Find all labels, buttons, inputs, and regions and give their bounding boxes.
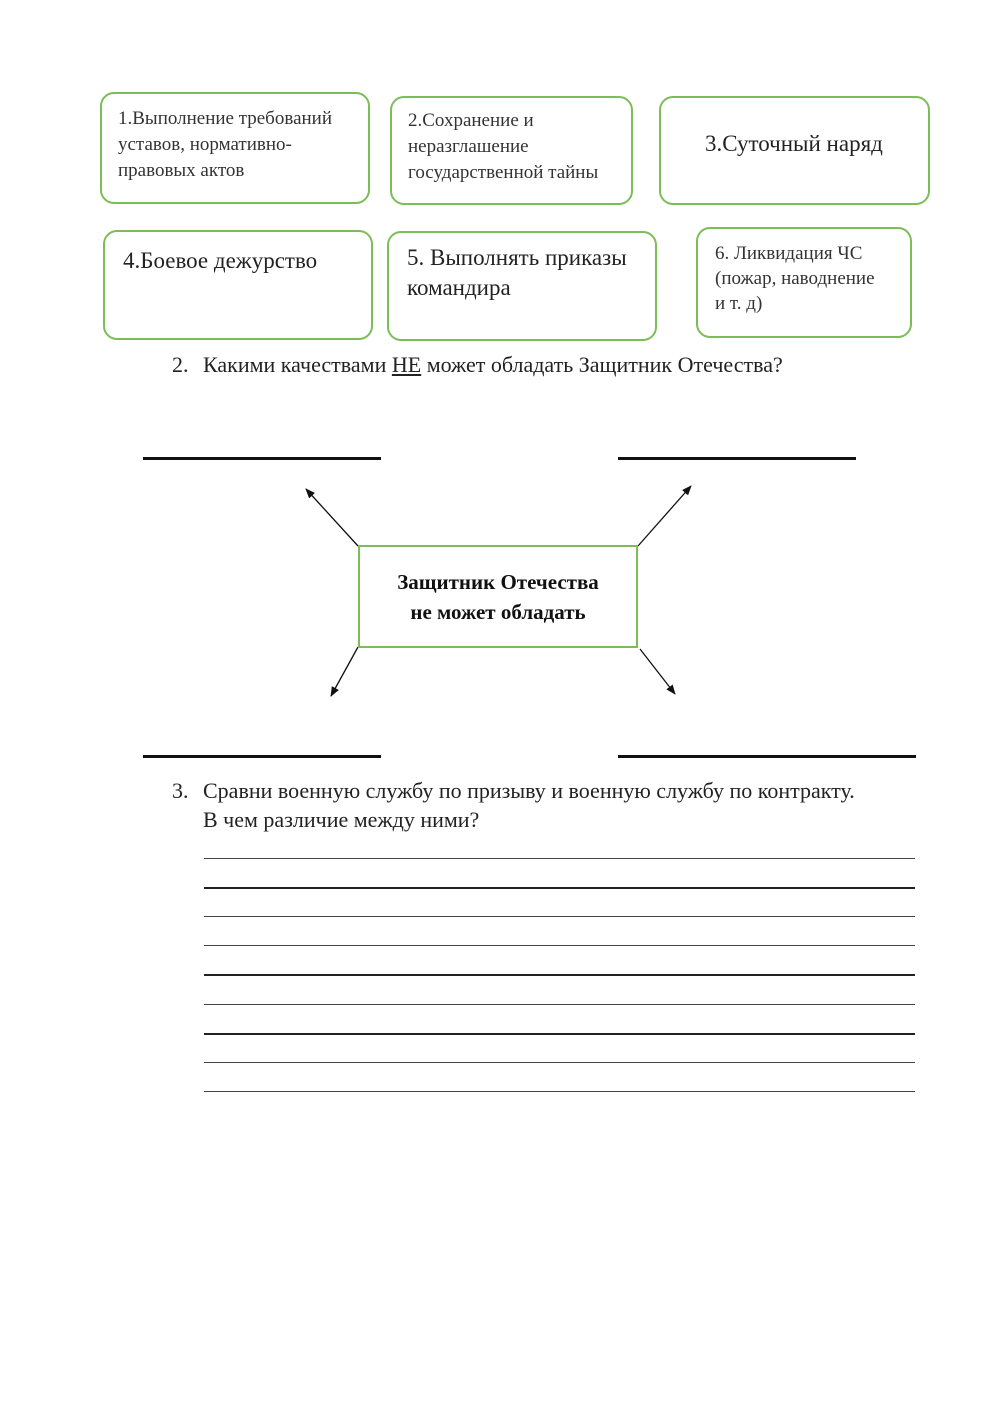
card-1-line-2: уставов, нормативно- (118, 134, 292, 155)
card-5[interactable] (387, 231, 657, 341)
arrow-bottom-right (640, 649, 675, 694)
card-1[interactable] (100, 92, 370, 204)
card-6-line-1: 6. Ликвидация ЧС (715, 243, 863, 264)
question-3-line-2: В чем различие между ними? (203, 807, 480, 832)
question-3-number: 3. (172, 778, 189, 803)
question-2-emphasis: НЕ (391, 352, 422, 377)
answer-rule[interactable] (204, 858, 915, 859)
card-2-line-2: неразглашение (408, 136, 529, 157)
answer-rule[interactable] (204, 1091, 915, 1092)
answer-rule[interactable] (204, 945, 915, 946)
card-6[interactable] (696, 227, 912, 338)
answer-line-top-left[interactable] (143, 457, 381, 460)
question-3-line-1: Сравни военную службу по призыву и военную службу по контракту. (203, 778, 855, 803)
question-3 (172, 776, 932, 840)
card-6-line-2: (пожар, наводнение (715, 268, 875, 289)
answer-line-top-right[interactable] (618, 457, 856, 460)
center-box (358, 545, 638, 648)
answer-rule[interactable] (204, 1004, 915, 1005)
arrow-top-right (638, 486, 691, 546)
card-4[interactable] (103, 230, 373, 340)
question-2 (172, 350, 872, 382)
card-1-line-1: 1.Выполнение требований (118, 108, 333, 129)
card-2-line-1: 2.Сохранение и (408, 110, 534, 131)
card-3[interactable] (659, 96, 930, 205)
question-2-text-before: Какими качествами (203, 352, 392, 377)
card-1-line-3: правовых актов (118, 160, 245, 181)
answer-rule[interactable] (204, 1062, 915, 1063)
question-2-number: 2. (172, 352, 189, 377)
answer-line-bottom-left[interactable] (143, 755, 381, 758)
card-3-line-1: 3.Суточный наряд (705, 131, 883, 156)
card-5-line-1: 5. Выполнять приказы (407, 245, 627, 270)
question-2-text-after: может обладать Защитник Отечества? (421, 352, 783, 377)
answer-rule[interactable] (204, 916, 915, 917)
answer-rule[interactable] (204, 887, 915, 889)
answer-rule[interactable] (204, 1033, 915, 1035)
card-4-line-1: 4.Боевое дежурство (123, 248, 318, 273)
card-2-line-3: государственной тайны (408, 162, 599, 183)
answer-rule[interactable] (204, 974, 915, 976)
center-box-line-2: не может обладать (410, 599, 586, 624)
question-2-text (203, 350, 783, 380)
arrow-top-left (306, 489, 358, 546)
arrow-bottom-left (331, 647, 358, 696)
card-6-line-3: и т. д) (715, 293, 763, 314)
card-5-line-2: командира (407, 275, 511, 300)
center-box-line-1: Защитник Отечества (397, 569, 599, 594)
card-2[interactable] (390, 96, 633, 205)
answer-line-bottom-right[interactable] (618, 755, 916, 758)
